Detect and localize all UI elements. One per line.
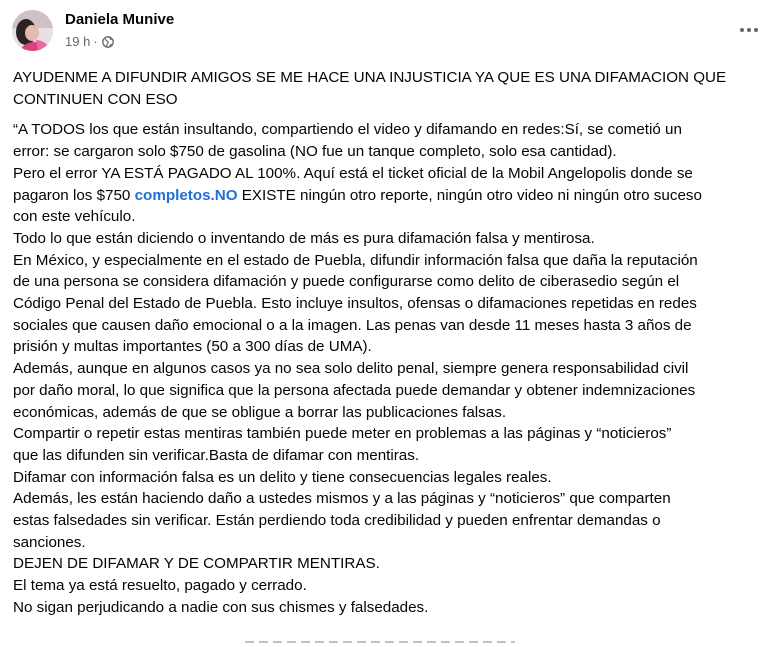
- body-text: pagaron los $750: [13, 186, 135, 204]
- cropped-text-remnant: [245, 641, 515, 643]
- body-line: “A TODOS los que están insultando, compartiendo el video y difamando en redes:Sí, se cometió un: [13, 121, 682, 139]
- profile-photo[interactable]: [12, 10, 53, 51]
- post-meta: [65, 34, 114, 49]
- body-line: estas falsedades sin verificar. Están perdiendo toda credibilidad y pueden enfrentar demandas o: [13, 512, 661, 530]
- body-line: [13, 185, 765, 207]
- body-line: sociales que causen daño emocional o a la imagen. Las penas van desde 11 meses hasta 3 años de: [13, 316, 692, 334]
- post-header: [12, 9, 762, 53]
- hashtag-link[interactable]: completos.NO: [134, 186, 238, 204]
- body-line: Además, les están haciendo daño a ustedes mismos y a las páginas y “noticieros” que comparten: [13, 490, 671, 508]
- body-line: No sigan perjudicando a nadie con sus chismes y falsedades.: [13, 598, 429, 616]
- headline-line: AYUDENME A DIFUNDIR AMIGOS SE ME HACE UNA INJUSTICIA YA QUE ES UNA DIFAMACION QUE: [13, 69, 727, 86]
- body-line: que las difunden sin verificar.Basta de difamar con mentiras.: [13, 446, 420, 464]
- body-line: error: se cargaron solo $750 de gasolina (NO fue un tanque completo, solo esa cantidad).: [13, 143, 617, 161]
- more-dot: [747, 28, 751, 32]
- body-line: prisión y multas importantes (50 a 300 días de UMA).: [13, 338, 372, 356]
- globe-icon[interactable]: [102, 36, 114, 48]
- cropped-content-edge: [0, 641, 772, 647]
- body-line: sanciones.: [13, 533, 86, 551]
- profile-photo-image: [12, 10, 53, 51]
- body-line: económicas, además de que se obligue a borrar las publicaciones falsas.: [13, 403, 507, 421]
- more-dot: [754, 28, 758, 32]
- body-line: Difamar con información falsa es un delito y tiene consecuencias legales reales.: [13, 468, 552, 486]
- body-line: Código Penal del Estado de Puebla. Esto incluye insultos, ofensas o difamaciones repetidas en redes: [13, 295, 697, 313]
- body-line: Compartir o repetir estas mentiras también puede meter en problemas a las páginas y “noticieros”: [13, 425, 672, 443]
- body-line: DEJEN DE DIFAMAR Y DE COMPARTIR MENTIRAS.: [13, 555, 380, 573]
- meta-separator: ·: [93, 34, 98, 49]
- paragraph-gap: [13, 110, 765, 119]
- body-line: de una persona se considera difamación y puede configurarse como delito de ciberasedio según el: [13, 273, 680, 291]
- body-line: El tema ya está resuelto, pagado y cerrado.: [13, 577, 307, 595]
- body-line: En México, y especialmente en el estado de Puebla, difundir información falsa que daña la reputación: [13, 251, 698, 269]
- body-line: Además, aunque en algunos casos ya no sea solo delito penal, siempre genera responsabilidad civil: [13, 360, 689, 378]
- body-line: por daño moral, lo que significa que la persona afectada puede demandar y obtener indemnizaciones: [13, 381, 696, 399]
- body-text: EXISTE ningún otro reporte, ningún otro video ni ningún otro suceso: [237, 186, 702, 204]
- body-line: Todo lo que están diciendo o inventando de más es pura difamación falsa y mentirosa.: [13, 229, 595, 247]
- body-line: Pero el error YA ESTÁ PAGADO AL 100%. Aquí está el ticket oficial de la Mobil Angelopolis donde se: [13, 164, 693, 182]
- more-options-button[interactable]: [736, 17, 762, 43]
- post-text: [13, 67, 765, 619]
- author-name[interactable]: Daniela Munive: [65, 11, 175, 28]
- headline-line: CONTINUEN CON ESO: [13, 90, 178, 108]
- body-line: con este vehículo.: [13, 208, 136, 226]
- post-time[interactable]: 19 h: [65, 34, 91, 49]
- more-options-icon: [740, 28, 744, 32]
